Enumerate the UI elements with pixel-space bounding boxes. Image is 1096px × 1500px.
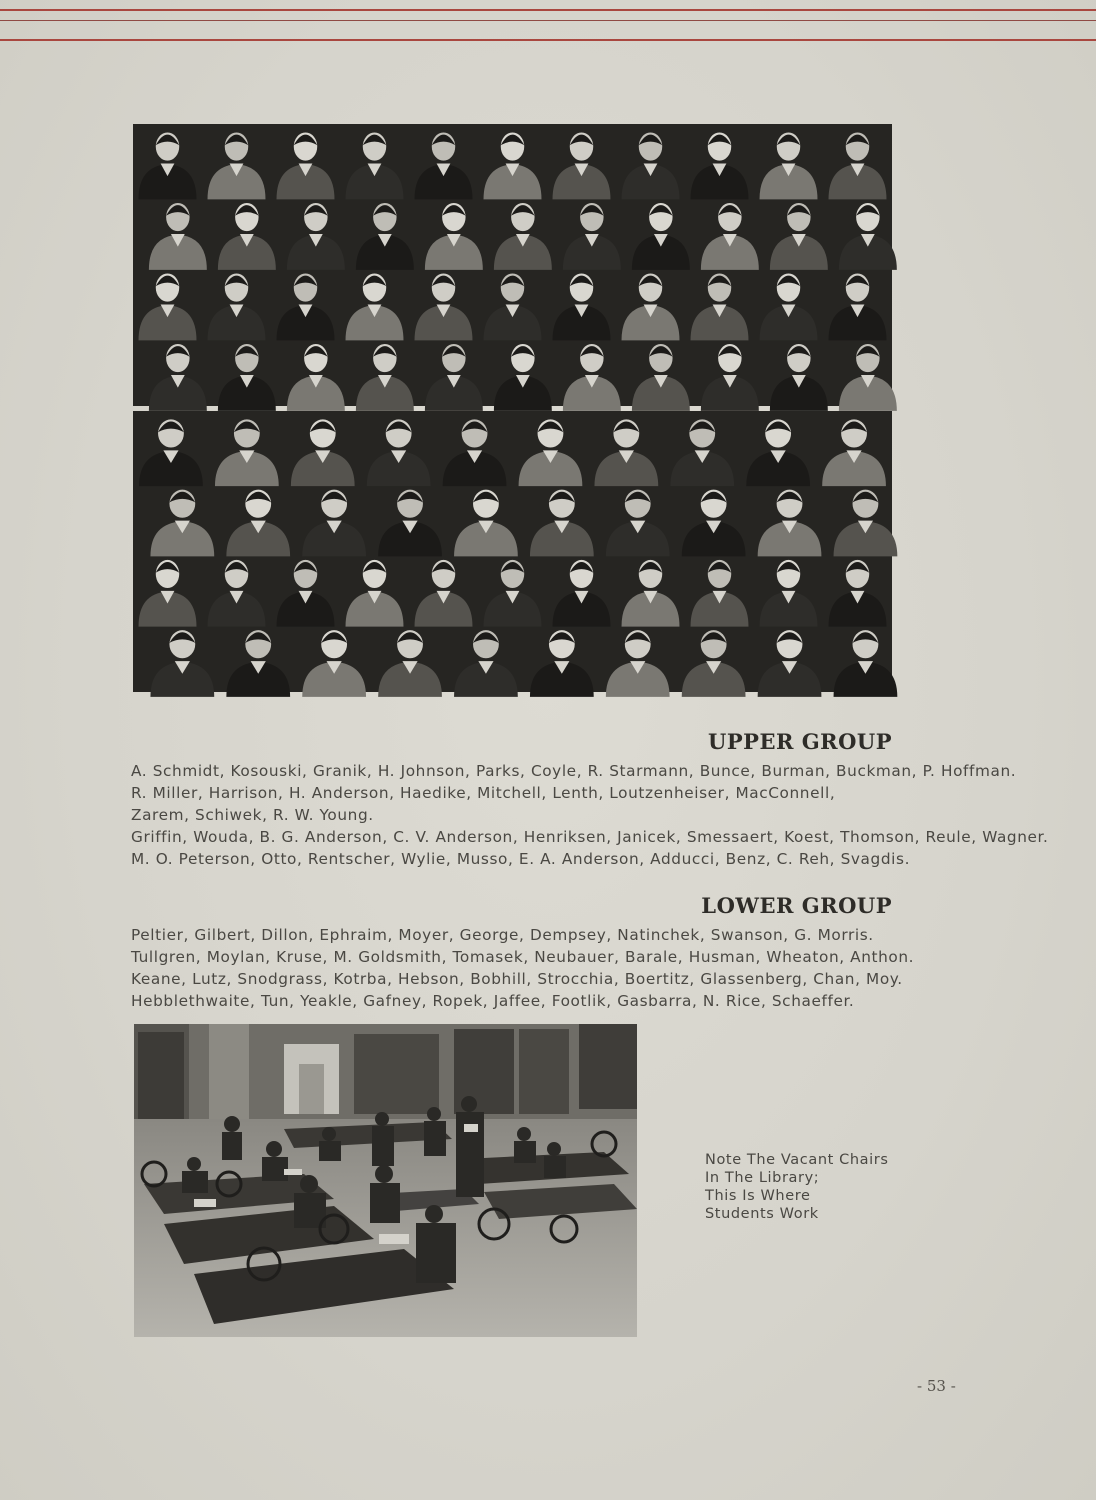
caption-line-4: Students Work — [705, 1206, 819, 1222]
top-rule-3 — [0, 39, 1096, 41]
lower-row-1: Peltier, Gilbert, Dillon, Ephraim, Moyer, George, Dempsey, Natinchek, Swanson, G. Morris. — [131, 926, 874, 944]
page-number: - 53 - — [917, 1377, 956, 1395]
upper-row-4: M. O. Peterson, Otto, Rentscher, Wylie, Musso, E. A. Anderson, Adducci, Benz, C. Reh, Svagdis. — [131, 850, 911, 868]
upper-group-names — [131, 760, 1049, 870]
upper-row-3: Griffin, Wouda, B. G. Anderson, C. V. Anderson, Henriksen, Janicek, Smessaert, Koest, Thomson, Reule, Wagner. — [131, 828, 1049, 846]
lower-group-heading: LOWER GROUP — [701, 893, 892, 918]
library-caption — [705, 1151, 888, 1223]
upper-group-heading: UPPER GROUP — [708, 729, 892, 754]
top-rule-1 — [0, 9, 1096, 11]
library-illustration — [134, 1024, 637, 1337]
lower-row-4: Hebblethwaite, Tun, Yeakle, Gafney, Ropek, Jaffee, Footlik, Gasbarra, N. Rice, Schaeffer. — [131, 992, 855, 1010]
lower-row-3: Keane, Lutz, Snodgrass, Kotrba, Hebson, Bobhill, Strocchia, Boertitz, Glassenberg, Chan, Moy. — [131, 970, 903, 988]
lower-group-photo — [133, 411, 892, 692]
caption-line-1: Note The Vacant Chairs — [705, 1152, 889, 1168]
top-rule-2 — [0, 20, 1096, 21]
upper-row-1: A. Schmidt, Kosouski, Granik, H. Johnson, Parks, Coyle, R. Starmann, Bunce, Burman, Buckman, P. Hoffman. — [131, 762, 1017, 780]
lower-group-names — [131, 924, 915, 1012]
upper-group-photo — [133, 124, 892, 406]
library-photo — [134, 1024, 637, 1337]
caption-line-3: This Is Where — [705, 1188, 811, 1204]
caption-line-2: In The Library; — [705, 1170, 820, 1186]
lower-row-2: Tullgren, Moylan, Kruse, M. Goldsmith, Tomasek, Neubauer, Barale, Husman, Wheaton, Anthon. — [131, 948, 915, 966]
upper-row-2: R. Miller, Harrison, H. Anderson, Haedike, Mitchell, Lenth, Loutzenheiser, MacConnell, Zarem, Schiwek, R. W. Young. — [131, 784, 836, 824]
